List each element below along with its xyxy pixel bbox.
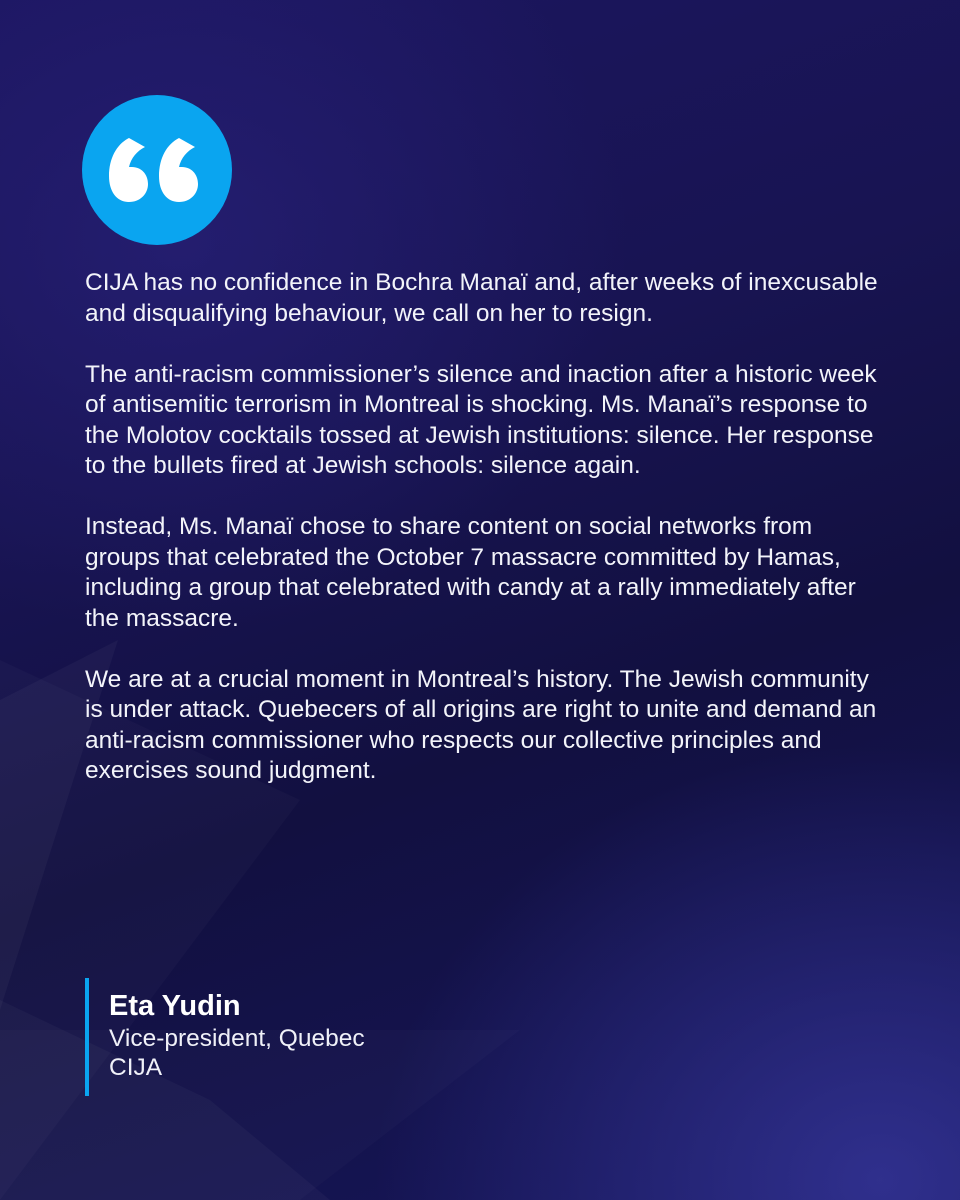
statement-paragraph-4: We are at a crucial moment in Montreal’s history. The Jewish community is under attack. Quebecers of all origins are right to unite and demand an anti-racism commissioner who respects our collective principles and exercises sound judgment. — [85, 665, 877, 784]
quotation-mark-icon — [107, 130, 207, 210]
signatory-title: Vice-president, Quebec — [109, 1025, 365, 1052]
signatory-organization: CIJA — [109, 1054, 163, 1081]
statement-paragraph-2: The anti-racism commissioner’s silence and inaction after a historic week of antisemitic terrorism in Montreal is shocking. Ms. Manaï’s response to the Molotov cocktails tossed at Jewish institutions: silence. Her response to the bullets fired at Jewish schools: silence again. — [85, 360, 877, 479]
quote-badge — [82, 95, 232, 245]
signatory-name: Eta Yudin — [109, 990, 241, 1022]
statement-body — [85, 268, 885, 817]
statement-paragraph-1: CIJA has no confidence in Bochra Manaï and, after weeks of inexcusable and disqualifying behaviour, we call on her to resign. — [85, 269, 878, 327]
signature-block — [85, 978, 365, 1096]
statement-paragraph-3: Instead, Ms. Manaï chose to share content on social networks from groups that celebrated the October 7 massacre committed by Hamas, including a group that celebrated with candy at a rally immediately after the massacre. — [85, 513, 856, 632]
